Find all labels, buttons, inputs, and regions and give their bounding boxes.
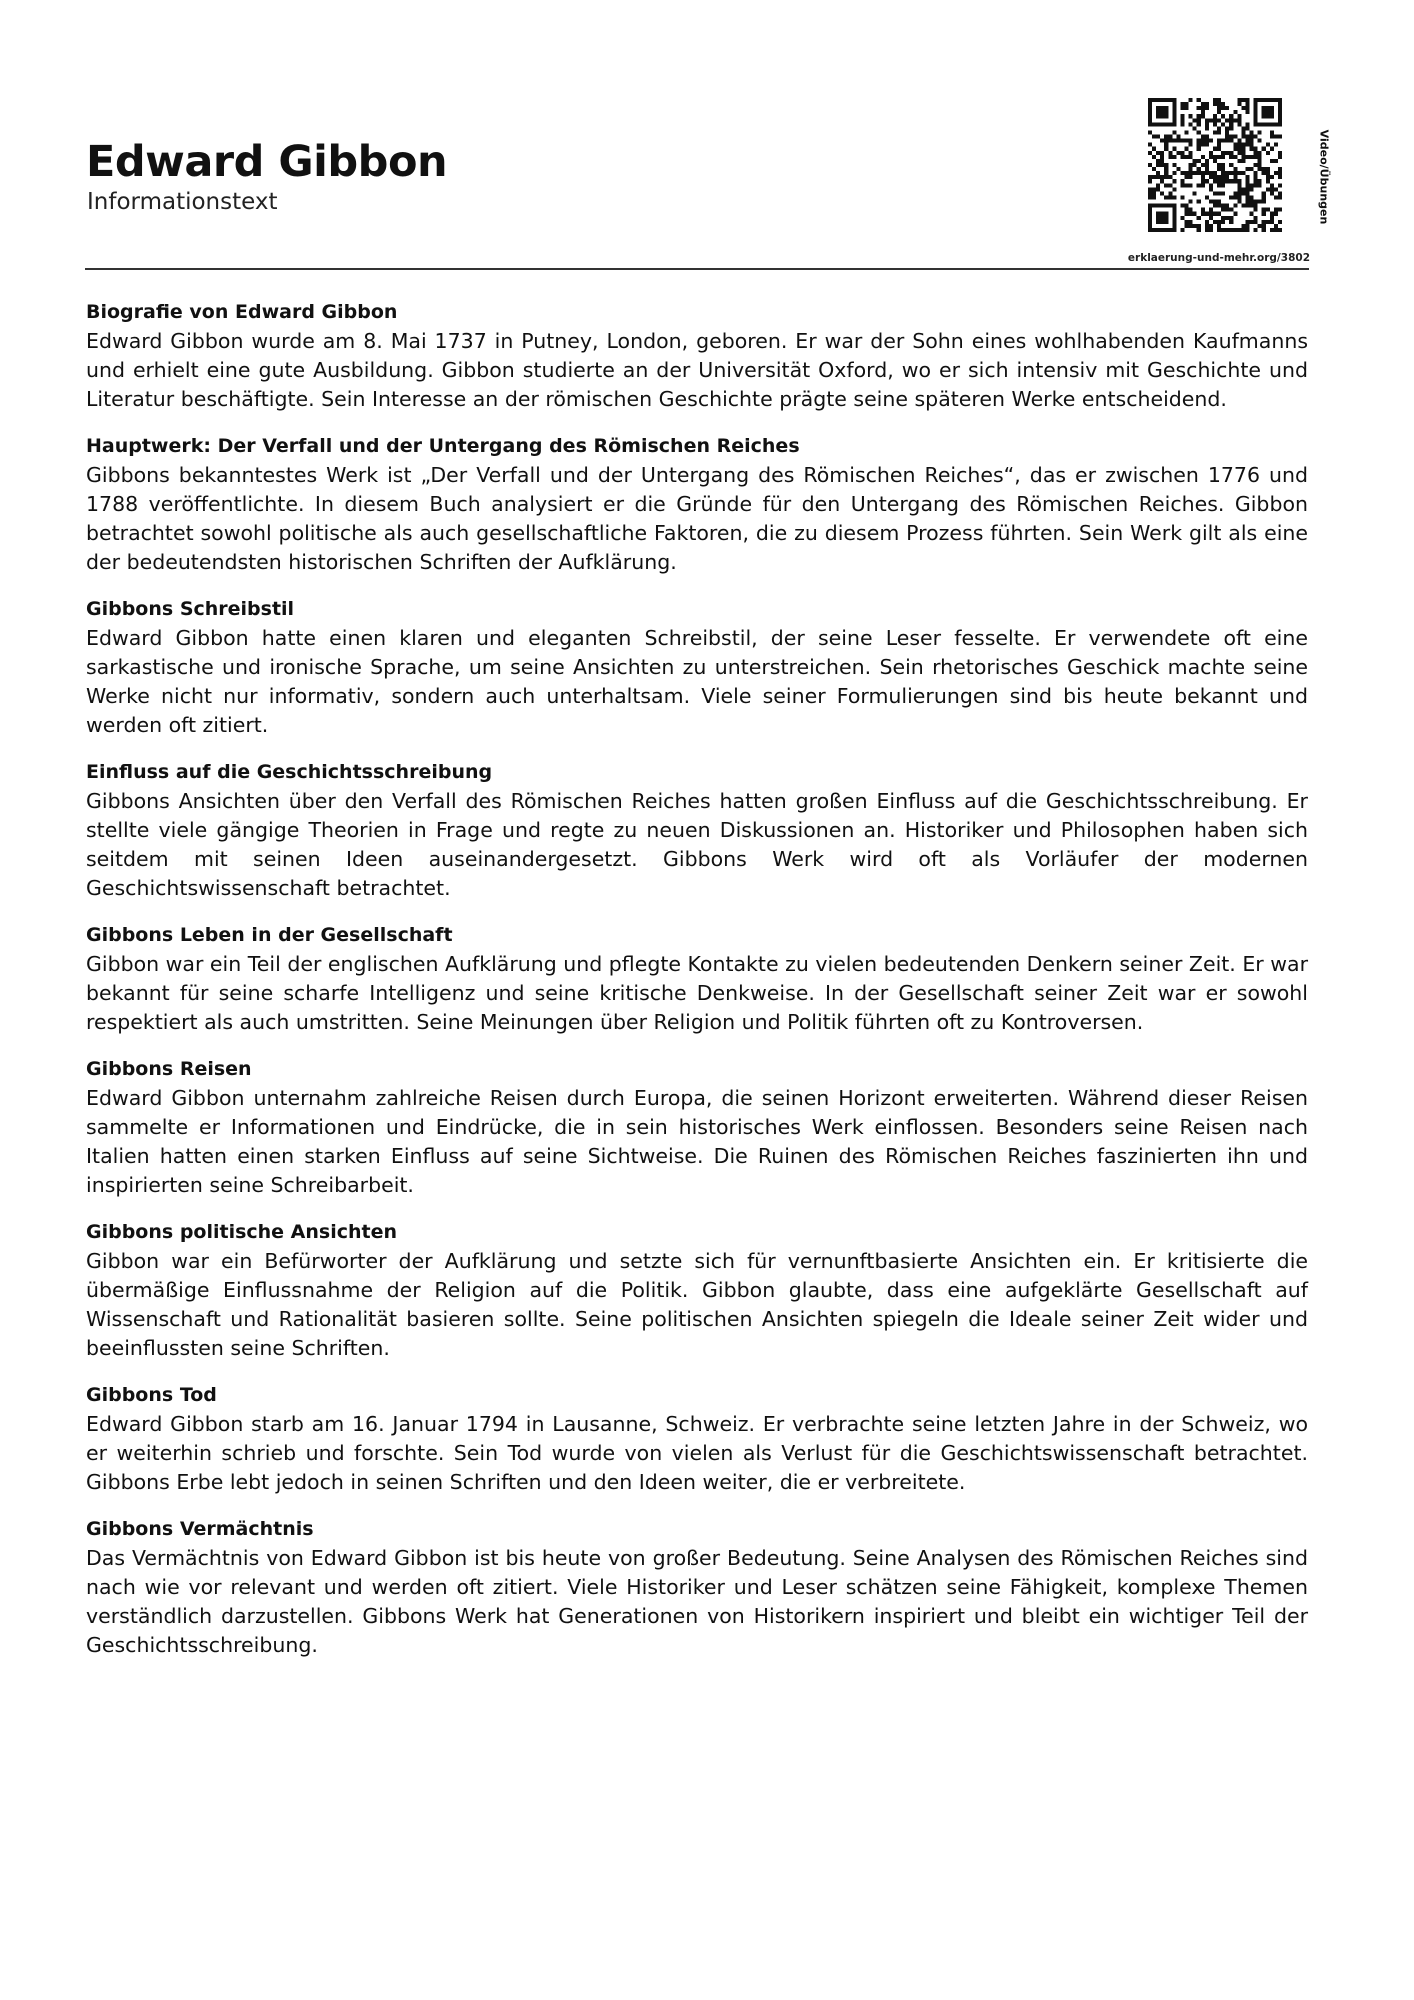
qr-code-icon[interactable] [1148, 98, 1282, 232]
section-paragraph: Edward Gibbon starb am 16. Januar 1794 in Lausanne, Schweiz. Er verbrachte seine letzten Jahre in der Schweiz, wo er weiterhin schrieb und forschte. Sein Tod wurde von vielen als Verlust für die Geschichtswissenschaft betrachtet. Gibbons Erbe lebt jedoch in seinen Schriften und den Ideen weiter, die er verbreitete. [86, 1412, 1308, 1494]
section-paragraph: Edward Gibbon unternahm zahlreiche Reisen durch Europa, die seinen Horizont erweiterten. Während dieser Reisen sammelte er Informationen und Eindrücke, die in sein historisches Werk einflossen. Besonders seine Reisen nach Italien hatten einen starken Einfluss auf seine Sichtweise. Die Ruinen des Römischen Reiches faszinierten ihn und inspirierten seine Schreibarbeit. [86, 1086, 1308, 1197]
document-body [86, 298, 1308, 1678]
page-title: Edward Gibbon [86, 137, 448, 187]
section-heading: Gibbons politische Ansichten [86, 1221, 398, 1243]
section-hauptwerk [86, 432, 1308, 577]
section-heading: Gibbons Reisen [86, 1058, 252, 1080]
section-reisen [86, 1055, 1308, 1200]
section-paragraph: Edward Gibbon wurde am 8. Mai 1737 in Putney, London, geboren. Er war der Sohn eines wohlhabenden Kaufmanns und erhielt eine gute Ausbildung. Gibbon studierte an der Universität Oxford, wo er sich intensiv mit Geschichte und Literatur beschäftigte. Sein Interesse an der römischen Geschichte prägte seine späteren Werke entscheidend. [86, 329, 1308, 411]
side-label-text: Video/Übungen [1317, 129, 1331, 225]
section-paragraph: Das Vermächtnis von Edward Gibbon ist bis heute von großer Bedeutung. Seine Analysen des Römischen Reiches sind nach wie vor relevant und werden oft zitiert. Viele Historiker und Leser schätzen seine Fähigkeit, komplexe Themen verständlich darzustellen. Gibbons Werk hat Generationen von Historikern inspiriert und bleibt ein wichtiger Teil der Geschichtsschreibung. [86, 1546, 1308, 1657]
header-divider [85, 268, 1309, 270]
section-paragraph: Gibbons Ansichten über den Verfall des Römischen Reiches hatten großen Einfluss auf die Geschichtsschreibung. Er stellte viele gängige Theorien in Frage und regte zu neuen Diskussionen an. Historiker und Philosophen haben sich seitdem mit seinen Ideen auseinandergesetzt. Gibbons Werk wird oft als Vorläufer der modernen Geschichtswissenschaft betrachtet. [86, 789, 1308, 900]
section-einfluss [86, 758, 1308, 903]
section-heading: Hauptwerk: Der Verfall und der Untergang des Römischen Reiches [86, 435, 800, 457]
section-heading: Gibbons Schreibstil [86, 598, 295, 620]
section-paragraph: Gibbon war ein Befürworter der Aufklärung und setzte sich für vernunftbasierte Ansichten ein. Er kritisierte die übermäßige Einflussnahme der Religion auf die Politik. Gibbon glaubte, dass eine aufgeklärte Gesellschaft auf Wissenschaft und Rationalität basieren sollte. Seine politischen Ansichten spiegeln die Ideale seiner Zeit wider und beeinflussten seine Schriften. [86, 1249, 1308, 1360]
section-schreibstil [86, 595, 1308, 740]
section-heading: Biografie von Edward Gibbon [86, 301, 398, 323]
video-uebungen-label [1313, 122, 1335, 232]
section-heading: Gibbons Leben in der Gesellschaft [86, 924, 453, 946]
qr-url-link[interactable]: erklaerung-und-mehr.org/3802 [1127, 252, 1310, 264]
section-heading: Einfluss auf die Geschichtsschreibung [86, 761, 493, 783]
section-tod [86, 1381, 1308, 1497]
section-biografie [86, 298, 1308, 414]
section-paragraph: Gibbons bekanntestes Werk ist „Der Verfall und der Untergang des Römischen Reiches“, das er zwischen 1776 und 1788 veröffentlichte. In diesem Buch analysiert er die Gründe für den Untergang des Römischen Reiches. Gibbon betrachtet sowohl politische als auch gesellschaftliche Faktoren, die zu diesem Prozess führten. Sein Werk gilt als eine der bedeutendsten historischen Schriften der Aufklärung. [86, 463, 1308, 574]
page-subtitle: Informationstext [87, 189, 278, 215]
section-gesellschaft [86, 921, 1308, 1037]
section-paragraph: Edward Gibbon hatte einen klaren und eleganten Schreibstil, der seine Leser fesselte. Er verwendete oft eine sarkastische und ironische Sprache, um seine Ansichten zu unterstreichen. Sein rhetorisches Geschick machte seine Werke nicht nur informativ, sondern auch unterhaltsam. Viele seiner Formulierungen sind bis heute bekannt und werden oft zitiert. [86, 626, 1308, 737]
section-heading: Gibbons Tod [86, 1384, 217, 1406]
section-vermaechtnis [86, 1515, 1308, 1660]
section-paragraph: Gibbon war ein Teil der englischen Aufklärung und pflegte Kontakte zu vielen bedeutenden Denkern seiner Zeit. Er war bekannt für seine scharfe Intelligenz und seine kritische Denkweise. In der Gesellschaft seiner Zeit war er sowohl respektiert als auch umstritten. Seine Meinungen über Religion und Politik führten oft zu Kontroversen. [86, 952, 1308, 1034]
section-politik [86, 1218, 1308, 1363]
section-heading: Gibbons Vermächtnis [86, 1518, 314, 1540]
